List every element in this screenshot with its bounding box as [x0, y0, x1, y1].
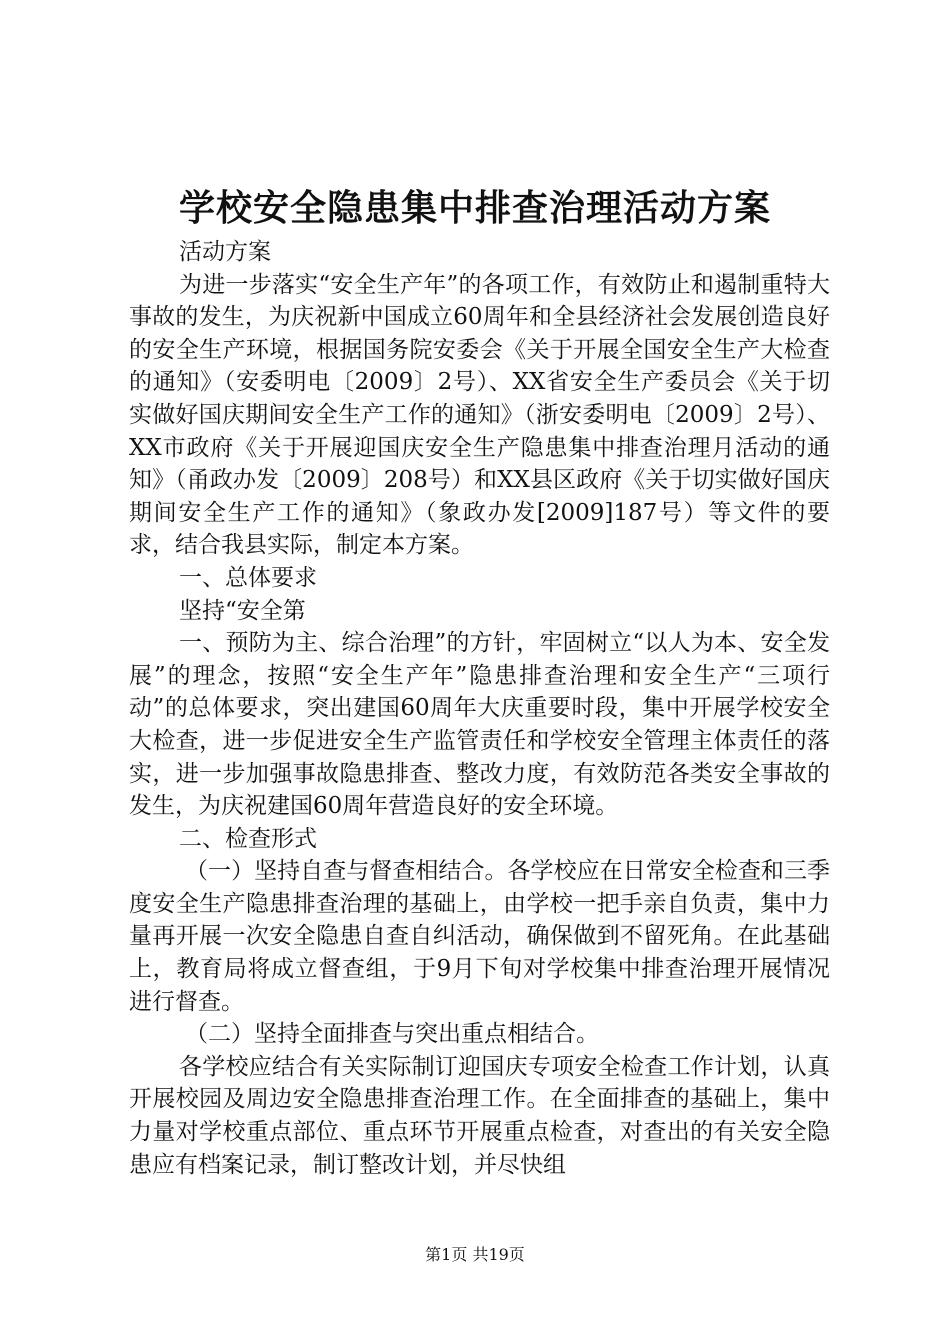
section-heading-inspection-forms: 二、检查形式	[179, 825, 317, 852]
paragraph-principles: 一、预防为主、综合治理”的方针，牢固树立“以人为本、安全发展”的理念，按照“安全生产年”隐患排查治理和安全生产“三项行动”的总体要求，突出建国60周年大庆重要时段，集中开展学校安全大检查，进一步促进安全生产监管责任和学校安全管理主体责任的落实，进一步加强事故隐患排查、整改力度，有效防范各类安全事故的发生，为庆祝建国60周年营造良好的安全环境。	[129, 630, 830, 820]
paragraph-activity-plan: 活动方案	[179, 239, 271, 265]
paragraph-adhere: 坚持“安全第	[179, 597, 306, 624]
paragraph-school-plans: 各学校应结合有关实际制订迎国庆专项安全检查工作计划，认真开展校园及周边安全隐患排查治理工作。在全面排查的基础上，集中力量对学校重点部位、重点环节开展重点检查，对查出的有关安全隐患应有档案记录，制订整改计划，并尽快组	[129, 1053, 830, 1178]
paragraph-self-inspection: （一）坚持自查与督查相结合。各学校应在日常安全检查和三季度安全生产隐患排查治理的基础上，由学校一把手亲自负责，集中力量再开展一次安全隐患自查自纠活动，确保做到不留死角。在此基础上，教育局将成立督查组，于9月下旬对学校集中排查治理开展情况进行督查。	[129, 858, 830, 1015]
section-heading-general-requirements: 一、总体要求	[179, 564, 317, 591]
page-number-footer: 第1页 共19页	[425, 1245, 525, 1264]
document-title: 学校安全隐患集中排查治理活动方案	[178, 188, 771, 229]
paragraph-intro: 为进一步落实“安全生产年”的各项工作，有效防止和遏制重特大事故的发生，为庆祝新中国成立60周年和全县经济社会发展创造良好的安全生产环境，根据国务院安委会《关于开展全国安全生产大检查的通知》（安委明电〔2009〕2号）、XX省安全生产委员会《关于切实做好国庆期间安全生产工作的通知》（浙安委明电〔2009〕2号）、XX市政府《关于开展迎国庆安全生产隐患集中排查治理月活动的通知》（甬政办发〔2009〕208号）和XX县区政府《关于切实做好国庆期间安全生产工作的通知》（象政办发[2009]187号）等文件的要求，结合我县实际，制定本方案。	[129, 271, 830, 559]
document-body	[129, 236, 830, 1181]
paragraph-comprehensive-inspection: （二）坚持全面排查与突出重点相结合。	[185, 1021, 599, 1048]
